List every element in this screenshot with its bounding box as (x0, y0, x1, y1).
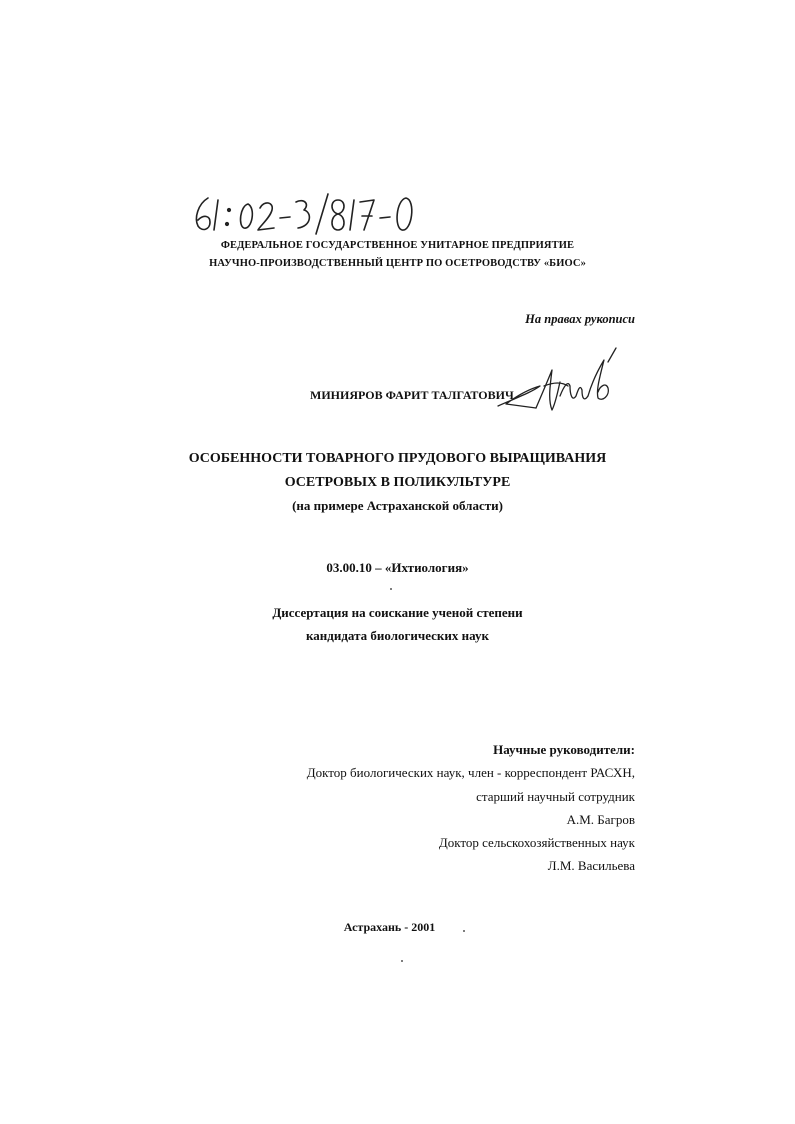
supervisor-line: А.М. Багров (566, 811, 635, 827)
scan-speck (463, 930, 465, 932)
degree-line-1: Диссертация на соискание ученой степени (272, 605, 523, 620)
organization-line-2: НАУЧНО-ПРОИЗВОДСТВЕННЫЙ ЦЕНТР ПО ОСЕТРОВОДСТВУ «БИОС» (209, 258, 586, 269)
author-name: МИНИЯРОВ ФАРИТ ТАЛГАТОВИЧ (310, 388, 514, 402)
handwritten-catalog-number (188, 186, 428, 238)
supervisors-heading: Научные руководители: (493, 742, 635, 757)
dissertation-subtitle: (на примере Астраханской области) (292, 498, 503, 513)
scan-speck (401, 960, 403, 962)
supervisor-line: Доктор биологических наук, член - корреспондент РАСХН, (306, 765, 635, 781)
dissertation-title-line-2: ОСЕТРОВЫХ В ПОЛИКУЛЬТУРЕ (284, 475, 511, 490)
rights-note: На правах рукописи (525, 312, 635, 326)
author-signature (496, 346, 626, 426)
supervisor-line: старший научный сотрудник (476, 788, 635, 804)
supervisors-block (307, 738, 635, 878)
supervisor-line: Л.М. Васильева (547, 858, 635, 874)
degree-line-2: кандидата биологических наук (306, 628, 489, 643)
place-and-year: Астрахань - 2001 (343, 920, 436, 934)
organization-line-1: ФЕДЕРАЛЬНОЕ ГОСУДАРСТВЕННОЕ УНИТАРНОЕ ПРЕДПРИЯТИЕ (220, 240, 575, 251)
supervisor-line: Доктор сельскохозяйственных наук (438, 835, 635, 851)
specialty-code: 03.00.10 – «Ихтиология» (326, 560, 469, 575)
dissertation-title-line-1: ОСОБЕННОСТИ ТОВАРНОГО ПРУДОВОГО ВЫРАЩИВАНИЯ (188, 451, 607, 466)
svg-text:61:02-3/817-0: 61:02-3/817-0 (188, 186, 194, 187)
scan-speck (390, 588, 392, 590)
